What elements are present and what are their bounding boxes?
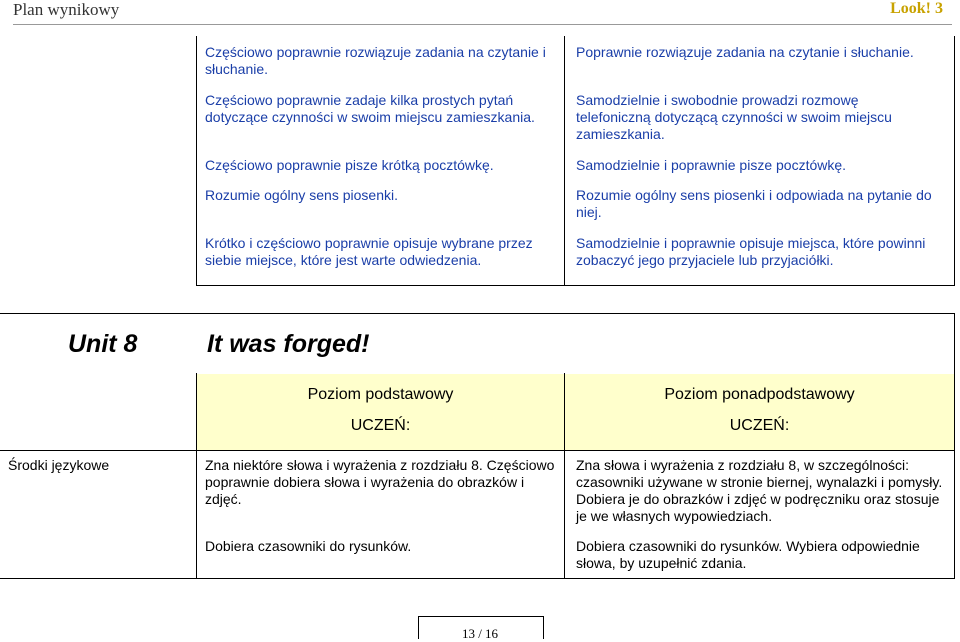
top-table-border: [196, 285, 955, 286]
section-label: Środki językowe: [8, 457, 110, 473]
advanced-requirement: Dobiera czasowniki do rysunków. Wybiera odpowiednie słowa, by uzupełnić zdania.: [576, 538, 920, 571]
advanced-level-student: UCZEŃ:: [729, 417, 790, 434]
advanced-requirement: Samodzielnie i poprawnie pisze pocztówkę.: [576, 157, 847, 173]
page-number: 13 / 16: [461, 626, 499, 641]
book-title: Look! 3: [890, 0, 943, 17]
advanced-requirement: Samodzielnie i swobodnie prowadzi rozmowę telefoniczną dotyczącą czynności w swoim miejscu zamieszkania.: [576, 92, 892, 142]
advanced-level-name: Poziom ponadpodstawowy: [664, 386, 855, 403]
basic-requirement: Zna niektóre słowa i wyrażenia z rozdziału 8. Częściowo poprawnie dobiera słowa i wyrażenia do obrazków i zdjęć.: [205, 457, 555, 507]
unit-label: Unit 8: [68, 330, 138, 358]
advanced-requirement: Zna słowa i wyrażenia z rozdziału 8, w szczególności: czasowniki używane w stronie biernej, wynalazki i pomysły. Dobiera je do obrazków i zdjęć w podręczniku oraz stosuje je we własnych wypowiedziach.: [576, 457, 943, 524]
basic-requirement: Krótko i częściowo poprawnie opisuje wybrane przez siebie miejsce, które jest warte odwiedzenia.: [205, 235, 533, 268]
unit-table-border: [0, 313, 955, 314]
unit-table-border: [0, 450, 955, 451]
basic-requirement: Częściowo poprawnie zadaje kilka prostych pytań dotyczące czynności w swoim miejscu zamieszkania.: [205, 92, 535, 125]
top-table-border: [196, 36, 197, 285]
basic-requirement: Dobiera czasowniki do rysunków.: [205, 538, 412, 554]
top-table-border: [954, 36, 955, 285]
advanced-requirement: Poprawnie rozwiązuje zadania na czytanie i słuchanie.: [576, 44, 914, 60]
top-table-border: [564, 36, 565, 285]
basic-requirement: Rozumie ogólny sens piosenki.: [205, 187, 398, 203]
advanced-requirement: Samodzielnie i poprawnie opisuje miejsca, które powinni zobaczyć jego przyjaciele lub przyjaciółki.: [576, 235, 926, 268]
basic-level-student: UCZEŃ:: [350, 417, 411, 434]
basic-requirement: Częściowo poprawnie rozwiązuje zadania na czytanie i słuchanie.: [205, 44, 546, 77]
unit-title: It was forged!: [207, 330, 370, 358]
basic-requirement: Częściowo poprawnie pisze krótką pocztówkę.: [205, 157, 494, 173]
advanced-requirement: Rozumie ogólny sens piosenki i odpowiada na pytanie do niej.: [576, 187, 932, 220]
basic-level-name: Poziom podstawowy: [307, 386, 454, 403]
document-title: Plan wynikowy: [13, 0, 120, 19]
unit-table-border: [0, 578, 955, 579]
unit-table-border: [954, 313, 955, 579]
header-rule: [13, 24, 952, 25]
